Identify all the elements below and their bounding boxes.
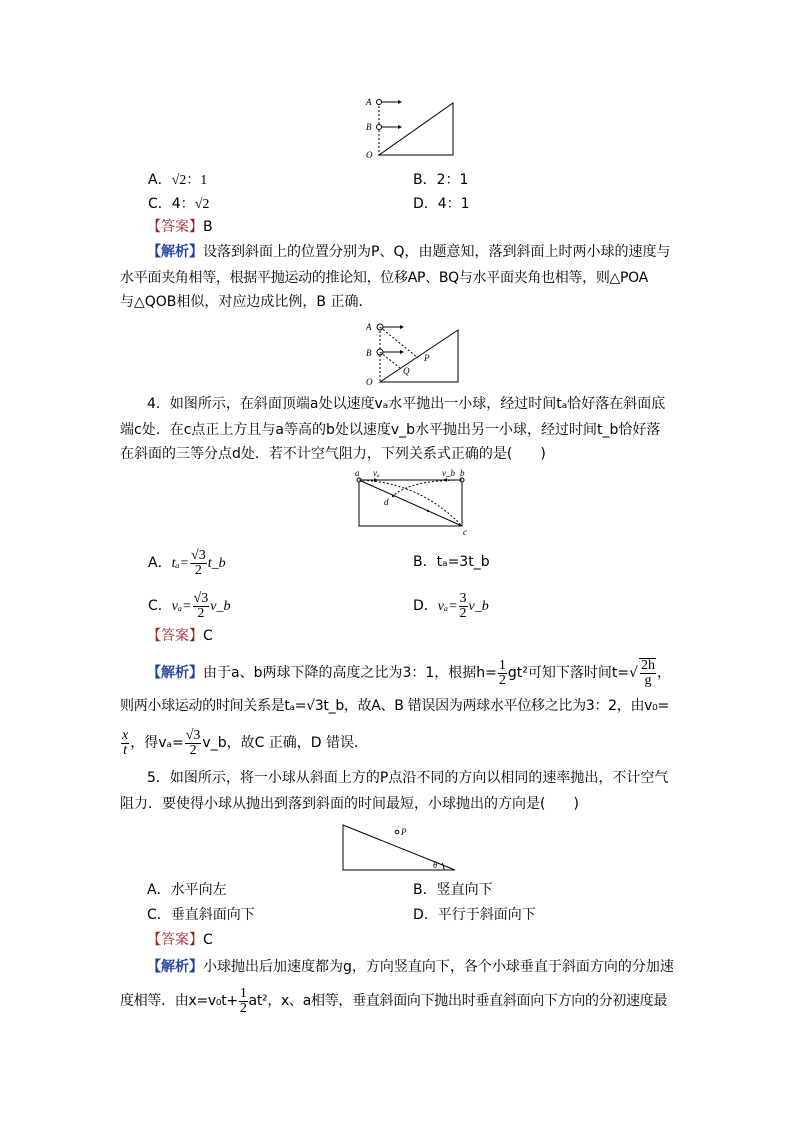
label-A: A <box>366 322 372 332</box>
analysis-line: $\frac{x}{t}$ ，得vₐ= $\frac{√3}{2}$ v_b，故C 正确，D 错误． <box>122 727 369 758</box>
analysis-line: 【解析】小球抛出后加速度都为g，方向竖直向下，各个小球垂直于斜面方向的分加速 <box>147 959 674 975</box>
label-a: a <box>355 468 360 478</box>
label-b: b <box>460 468 465 478</box>
option-C: C．4：√2 <box>148 196 210 212</box>
option-B: B．2：1 <box>413 172 469 188</box>
option-A: A．√2：1 <box>148 172 208 188</box>
option-C: C．vₐ= $\frac{√3}{2}$ v_b <box>148 590 231 621</box>
figure-q3-solution <box>360 320 465 386</box>
answer: 【答案】B <box>147 219 213 235</box>
figure-q5-incline <box>340 820 460 875</box>
analysis-line: 则两小球运动的时间关系是tₐ=√3t_b，故A、B 错误因为两球水平位移之比为3：2，由v₀= <box>120 698 669 714</box>
label-B: B <box>366 122 372 132</box>
question-5: 阻力．要使得小球从抛出到落到斜面的时间最短，小球抛出的方向是( ) <box>120 796 579 812</box>
label-d: d <box>384 497 389 507</box>
option-B: B．tₐ=3t_b <box>413 554 490 570</box>
question-5: 5．如图所示，将一小球从斜面上方的P点沿不同的方向以相同的速率抛出，不计空气 <box>147 770 669 786</box>
analysis-line: 【解析】设落到斜面上的位置分别为P、Q，由题意知，落到斜面上时两小球的速度与 <box>147 244 671 260</box>
option-A: A．tₐ= $\frac{√3}{2}$ t_b <box>148 547 226 578</box>
analysis-line: 【解析】由于a、b两球下降的高度之比为3：1，根据h= $\frac{1}{2}$ gt²可知下落时间t=√ $\frac{2h}{g}$ ， <box>147 657 672 688</box>
label-P: P <box>401 827 407 837</box>
answer: 【答案】C <box>147 932 213 948</box>
question-4: 在斜面的三等分点d处．若不计空气阻力，下列关系式正确的是( ) <box>120 446 546 462</box>
analysis-line: 度相等．由x=v₀t+ $\frac{1}{2}$ at²，x、a相等，垂直斜面向下抛出时垂直斜面向下方向的分初速度最 <box>120 985 668 1016</box>
answer: 【答案】C <box>147 628 213 644</box>
figure-q3-incline <box>360 95 460 161</box>
analysis-line: 水平面夹角相等，根据平抛运动的推论知，位移AP、BQ与水平面夹角也相等，则△POA <box>120 270 648 286</box>
option-C: C．垂直斜面向下 <box>147 907 255 923</box>
analysis-line: 与△QOB相似，对应边成比例，B 正确． <box>120 294 373 310</box>
label-Q: Q <box>403 366 410 376</box>
label-theta: θ <box>433 860 438 870</box>
label-O: O <box>366 150 373 160</box>
option-D: D．4：1 <box>413 196 470 212</box>
label-va: vₐ <box>373 468 380 478</box>
question-4: 4．如图所示，在斜面顶端a处以速度vₐ水平抛出一小球，经过时间tₐ恰好落在斜面底 <box>147 396 666 412</box>
option-D: D．vₐ= $\frac{3}{2}$ v_b <box>413 590 489 621</box>
label-c: c <box>463 527 467 537</box>
label-P: P <box>424 353 430 363</box>
label-vb: v_b <box>442 468 455 478</box>
label-B: B <box>366 348 372 358</box>
option-A: A．水平向左 <box>147 882 227 898</box>
label-A: A <box>366 97 372 107</box>
figure-q4-incline <box>350 467 475 537</box>
option-D: D．平行于斜面向下 <box>413 907 536 923</box>
question-4: 端c处．在c点正上方且与a等高的b处以速度v_b水平抛出另一小球，经过时间t_b恰好落 <box>120 422 661 438</box>
option-B: B．竖直向下 <box>413 882 493 898</box>
label-O: O <box>366 377 373 386</box>
